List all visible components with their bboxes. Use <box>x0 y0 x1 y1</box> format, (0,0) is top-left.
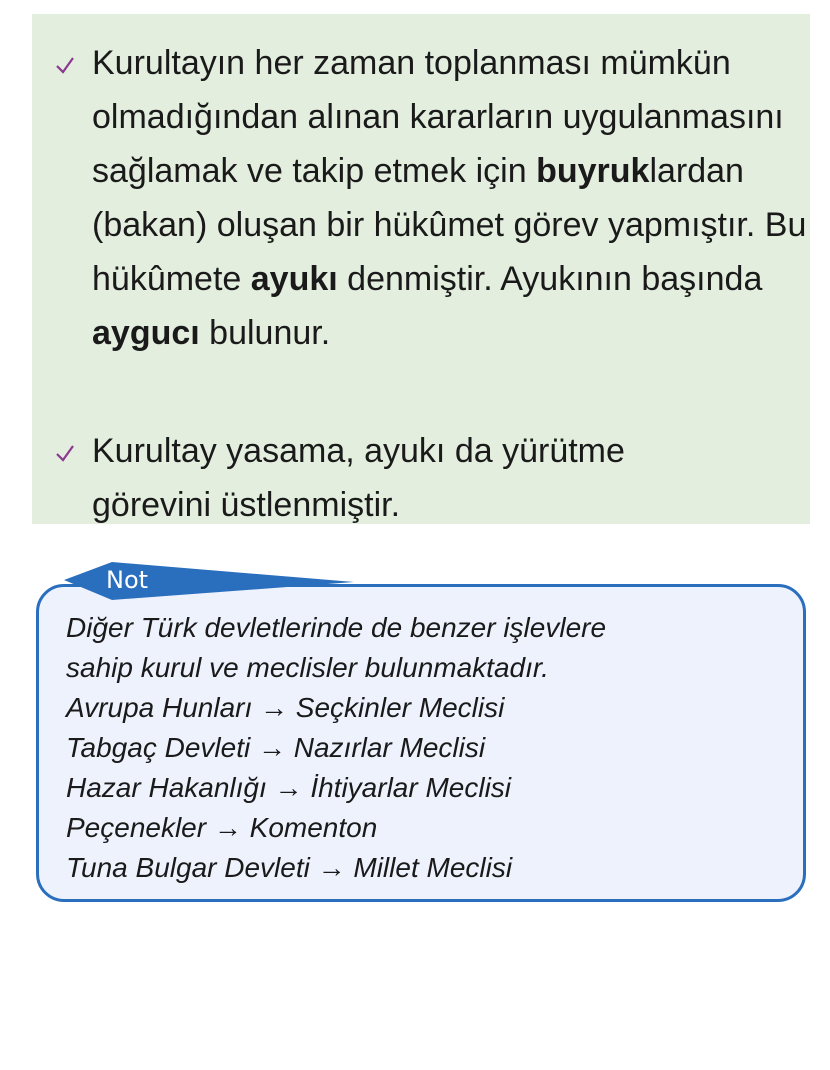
note-line: Tuna Bulgar Devleti → Millet Meclisi <box>66 852 513 883</box>
bullet-text: Kurultayın her zaman toplanması mümkün olmadığından alınan kararların uygulanmasını sağlamak ve takip etmek için buyruklardan (bakan) oluşan bir hükûmet görev yapmıştır. Bu hükûmete ayukı denmiştir. Ayukının başında aygucı bulunur. <box>92 44 807 352</box>
note-box <box>36 560 812 908</box>
info-panel <box>32 14 810 524</box>
bullet-text: Kurultay yasama, ayukı da yürütme görevini üstlenmiştir. <box>92 432 625 524</box>
note-line: Peçenekler → Komenton <box>66 812 378 843</box>
check-icon <box>54 54 76 76</box>
note-line: sahip kurul ve meclisler bulunmaktadır. <box>66 652 549 683</box>
note-line: Diğer Türk devletlerinde de benzer işlevlere <box>66 612 607 643</box>
note-label: Not <box>106 566 149 594</box>
note-line: Avrupa Hunları → Seçkinler Meclisi <box>66 692 505 723</box>
check-icon <box>54 442 76 464</box>
note-line: Hazar Hakanlığı → İhtiyarlar Meclisi <box>66 772 512 803</box>
note-content <box>66 608 786 888</box>
note-line: Tabgaç Devleti → Nazırlar Meclisi <box>66 732 486 763</box>
